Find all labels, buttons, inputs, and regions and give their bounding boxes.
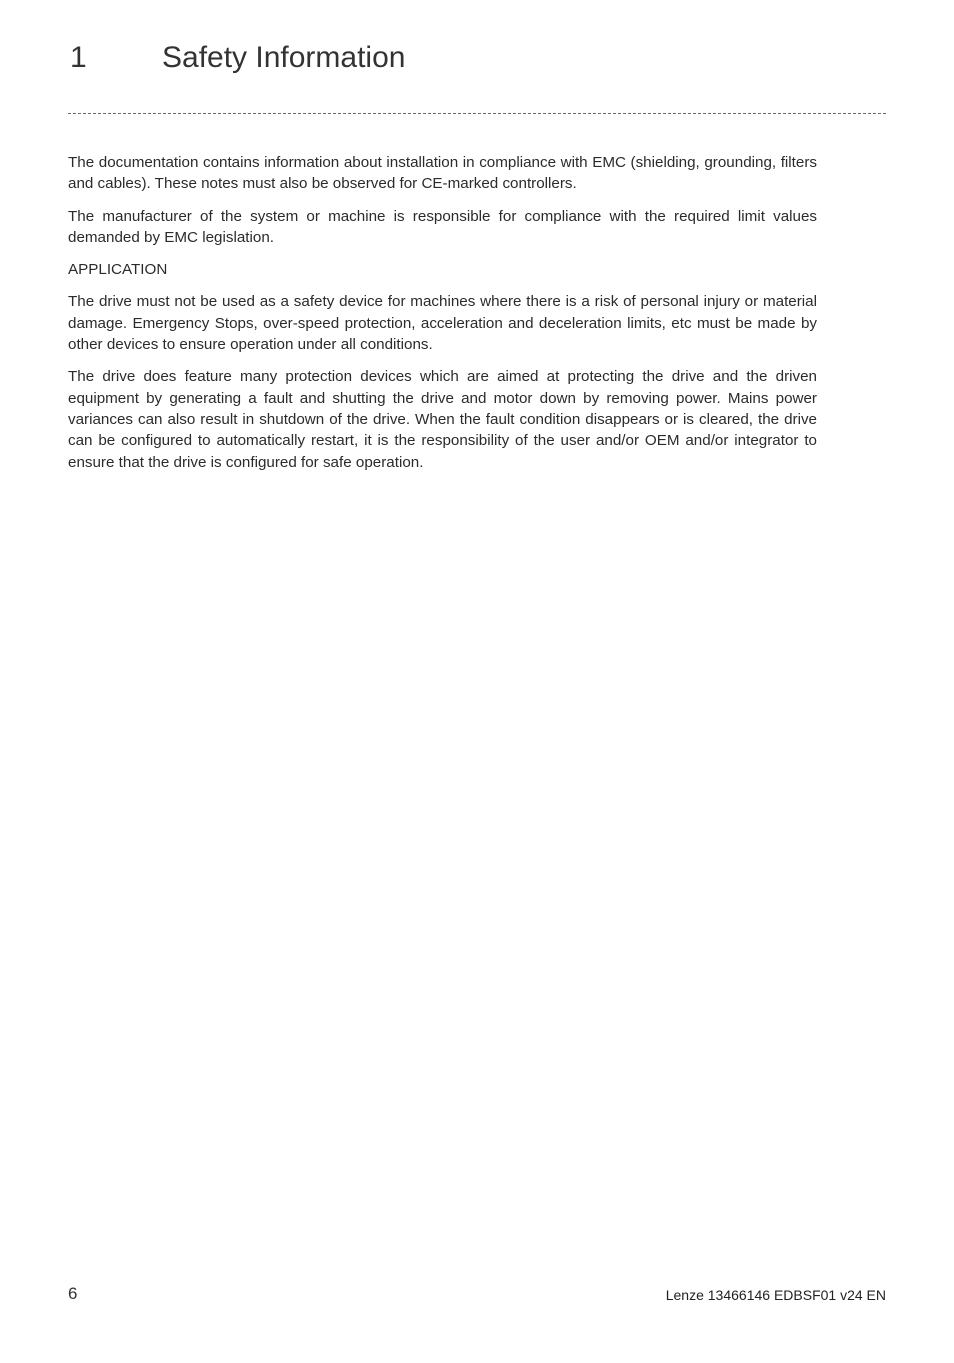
paragraph-protection-devices: The drive does feature many protection devices which are aimed at protecting the drive and the driven equipment by generating a fault and shutting the drive and motor down by removing power. Mains power variances can also result in shutdown of the drive. When the fault condition disappears or is cleared, the drive can be configured to automatically restart, it is the responsibility of the user and/or OEM and/or integrator to ensure that the drive is configured for safe operation. xyxy=(68,368,817,471)
paragraph-emc-installation: The documentation contains information about installation in compliance with EMC (shielding, grounding, filters and cables). These notes must also be observed for CE-marked controllers. xyxy=(68,154,817,193)
paragraph-emc-responsibility: The manufacturer of the system or machine is responsible for compliance with the required limit values demanded by EMC legislation. xyxy=(68,207,817,246)
chapter-heading xyxy=(68,38,888,78)
chapter-title: Safety Information xyxy=(162,41,406,74)
page-number: 6 xyxy=(68,1284,78,1303)
heading-divider xyxy=(68,113,886,114)
body-text xyxy=(68,152,817,484)
paragraph-safety-device: The drive must not be used as a safety device for machines where there is a risk of personal injury or material damage. Emergency Stops, over-speed protection, acceleration and deceleration limits, etc must be made by other devices to ensure operation under all conditions. xyxy=(68,293,817,354)
chapter-number: 1 xyxy=(70,41,87,74)
section-label-application: APPLICATION xyxy=(68,261,168,279)
document-id: Lenze 13466146 EDBSF01 v24 EN xyxy=(665,1287,886,1303)
